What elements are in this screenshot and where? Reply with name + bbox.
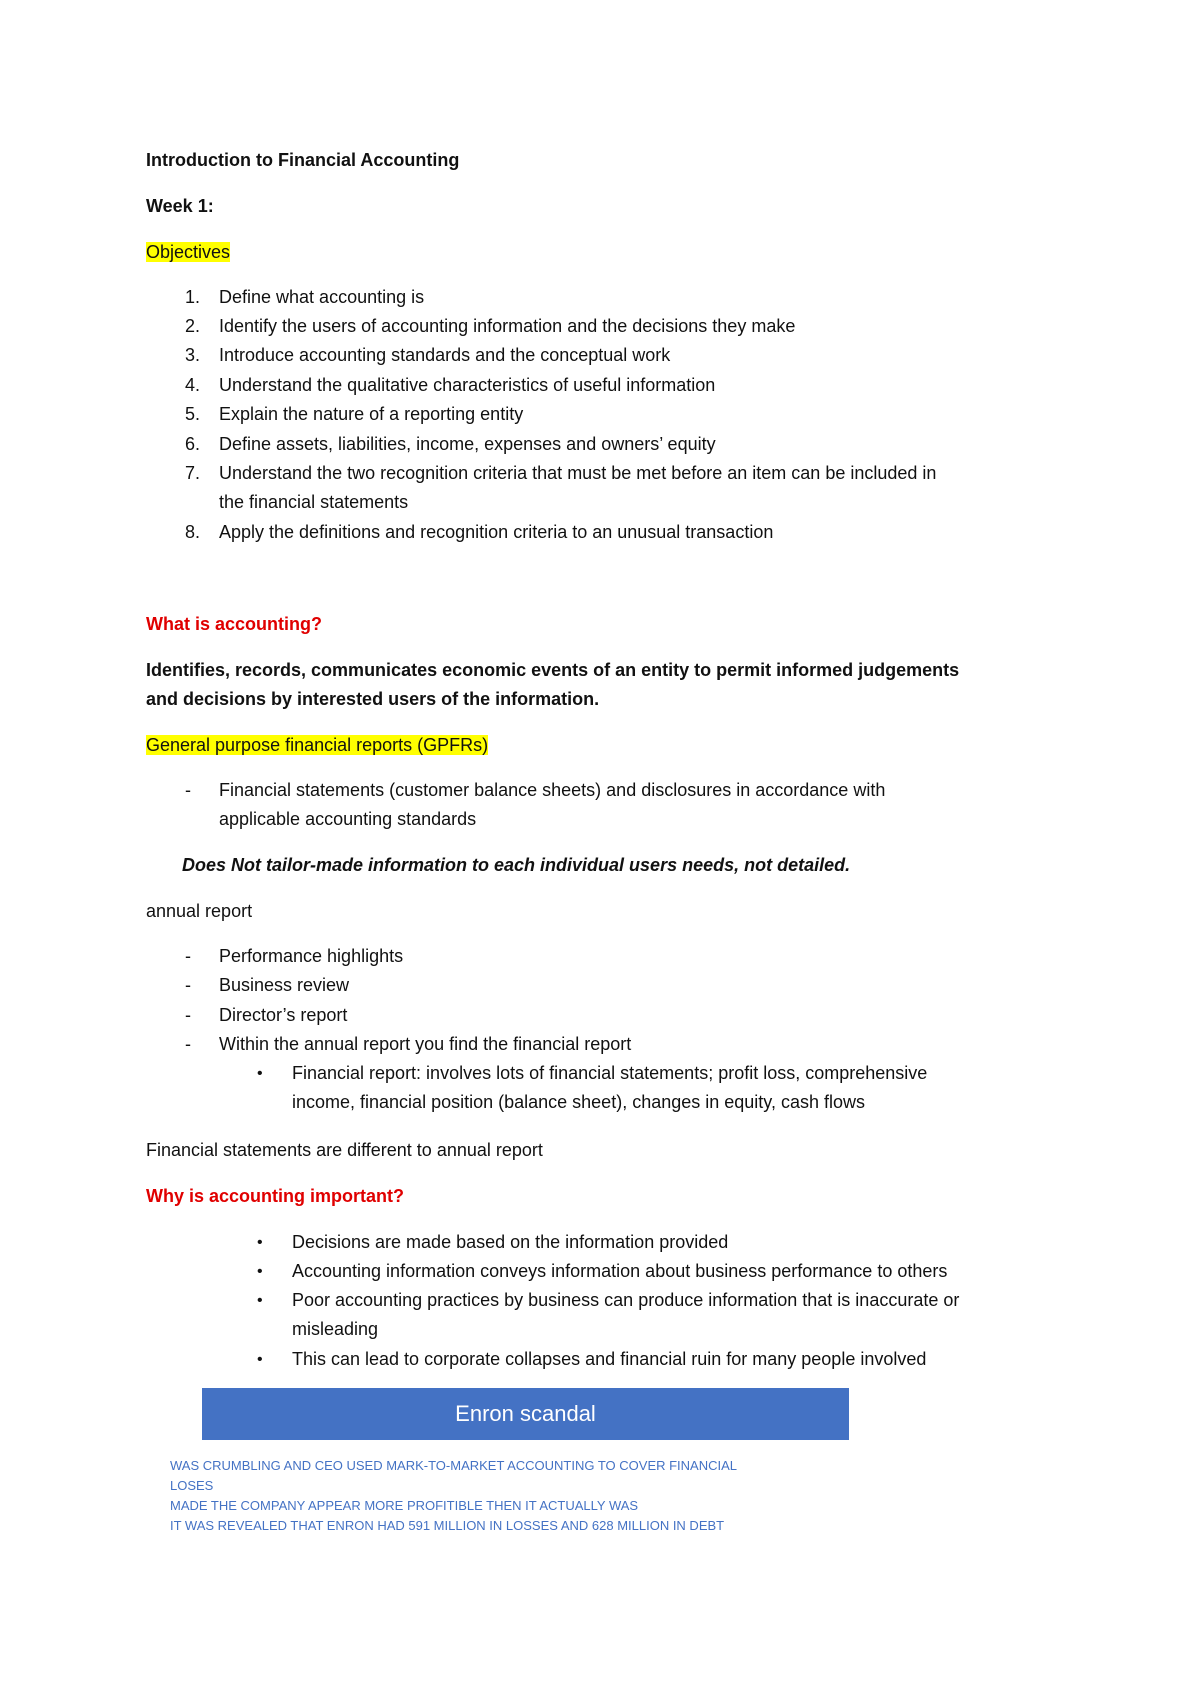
list-item: Apply the definitions and recognition criteria to an unusual transaction — [219, 522, 774, 542]
definition-line-1: Identifies, records, communicates economic events of an entity to permit informed judgements — [146, 660, 960, 680]
fs-note: Financial statements are different to annual report — [146, 1140, 543, 1160]
list-item: Director’s report — [219, 1005, 348, 1025]
list-item: Decisions are made based on the information provided — [292, 1232, 729, 1252]
list-number: 5. — [185, 404, 201, 424]
gpfr-heading: General purpose financial reports (GPFRs) — [146, 735, 489, 755]
enron-line: WAS CRUMBLING AND CEO USED MARK-TO-MARKET ACCOUNTING TO COVER FINANCIAL — [170, 1458, 738, 1473]
list-item: Understand the qualitative characteristics of useful information — [219, 375, 716, 395]
enron-banner: Enron scandal — [202, 1388, 849, 1440]
list-item: Poor accounting practices by business can produce information that is inaccurate or — [292, 1290, 960, 1310]
list-item: Define assets, liabilities, income, expenses and owners’ equity — [219, 434, 716, 454]
dash-marker: - — [185, 975, 191, 995]
list-item: Accounting information conveys information about business performance to others — [292, 1261, 948, 1281]
list-item: This can lead to corporate collapses and financial ruin for many people involved — [292, 1349, 927, 1369]
list-number: 1. — [185, 287, 201, 307]
enron-line: MADE THE COMPANY APPEAR MORE PROFITIBLE THEN IT ACTUALLY WAS — [170, 1498, 639, 1513]
week-label: Week 1: — [146, 196, 214, 216]
gpfr-item-line-1: Financial statements (customer balance sheets) and disclosures in accordance with — [219, 780, 886, 800]
list-number: 7. — [185, 463, 201, 483]
list-number: 3. — [185, 345, 201, 365]
bullet-marker: • — [257, 1234, 263, 1251]
list-item: Introduce accounting standards and the conceptual work — [219, 345, 671, 365]
list-item: Performance highlights — [219, 946, 404, 966]
list-item: Business review — [219, 975, 350, 995]
definition-line-2: and decisions by interested users of the information. — [146, 689, 600, 709]
list-number: 4. — [185, 375, 201, 395]
bullet-marker: • — [257, 1065, 263, 1082]
financial-report-line-2: income, financial position (balance sheet), changes in equity, cash flows — [292, 1092, 865, 1112]
what-heading: What is accounting? — [146, 614, 323, 634]
bullet-marker: • — [257, 1263, 263, 1280]
list-number: 6. — [185, 434, 201, 454]
list-number: 2. — [185, 316, 201, 336]
bullet-marker: • — [257, 1351, 263, 1368]
doc-title: Introduction to Financial Accounting — [146, 150, 460, 170]
dash-marker: - — [185, 1005, 191, 1025]
list-item: Explain the nature of a reporting entity — [219, 404, 524, 424]
financial-report-line-1: Financial report: involves lots of financial statements; profit loss, comprehensive — [292, 1063, 928, 1083]
list-item: Understand the two recognition criteria that must be met before an item can be included in — [219, 463, 937, 483]
list-number: 8. — [185, 522, 201, 542]
dash-marker: - — [185, 780, 191, 800]
enron-line: LOSES — [170, 1478, 214, 1493]
annual-report-label: annual report — [146, 901, 253, 921]
why-heading: Why is accounting important? — [146, 1186, 405, 1206]
gpfr-note: Does Not tailor-made information to each individual users needs, not detailed. — [182, 855, 851, 875]
list-item-continuation: the financial statements — [219, 492, 409, 512]
gpfr-item-line-2: applicable accounting standards — [219, 809, 477, 829]
bullet-marker: • — [257, 1292, 263, 1309]
list-item: Identify the users of accounting information and the decisions they make — [219, 316, 796, 336]
list-item: Define what accounting is — [219, 287, 425, 307]
dash-marker: - — [185, 946, 191, 966]
list-item: Within the annual report you find the financial report — [219, 1034, 632, 1054]
list-item-continuation: misleading — [292, 1319, 379, 1339]
enron-line: IT WAS REVEALED THAT ENRON HAD 591 MILLION IN LOSSES AND 628 MILLION IN DEBT — [170, 1518, 725, 1533]
objectives-heading: Objectives — [146, 242, 231, 262]
dash-marker: - — [185, 1034, 191, 1054]
